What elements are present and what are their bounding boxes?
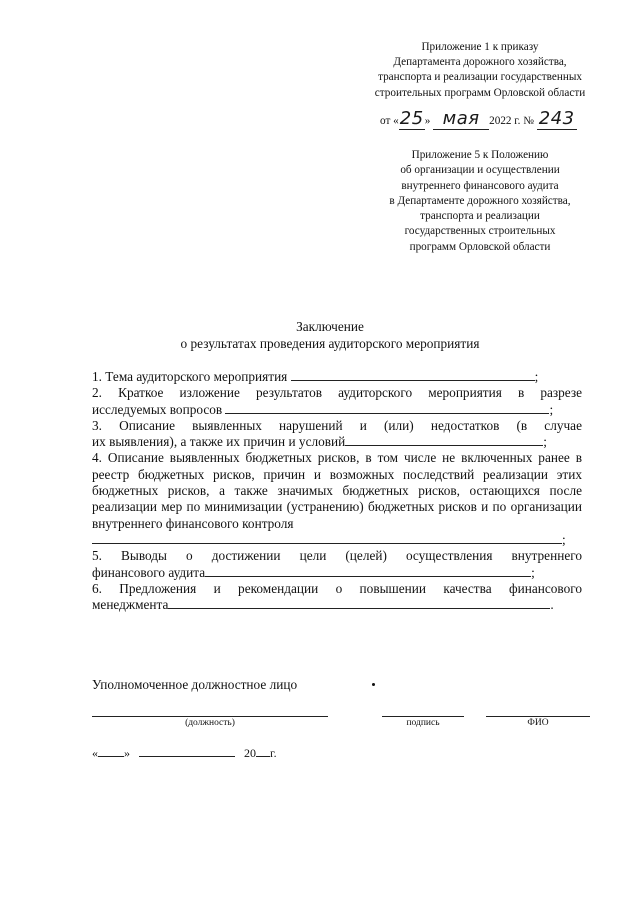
date-close-quote: » — [124, 746, 130, 760]
item-6-line-1: 6. Предложения и рекомендации о повышении качества финансового — [92, 580, 582, 596]
official-label: Уполномоченное должностное лицо — [92, 677, 298, 692]
item-6-end: . — [550, 597, 554, 613]
header-line: транспорта и реализации — [420, 210, 540, 223]
date-line — [92, 746, 277, 761]
conclusion-items — [92, 369, 582, 613]
header-line: внутреннего финансового аудита — [401, 179, 559, 192]
document-title — [90, 318, 570, 352]
title-line-2: о результатах проведения аудиторского мероприятия — [180, 336, 480, 351]
order-appendix-header — [360, 40, 600, 101]
item-2-line-2 — [92, 402, 582, 418]
item-3-end: ; — [543, 434, 547, 450]
date-close: » — [424, 115, 431, 127]
header-line: Приложение 5 к Положению — [411, 149, 549, 161]
date-open-quote: « — [92, 746, 98, 760]
item-2-line-1: 2. Краткое изложение результатов аудиторского мероприятия в разрезе — [92, 385, 582, 401]
month-blank-field[interactable] — [139, 746, 235, 757]
item-5-text: финансового аудита — [92, 564, 206, 580]
item-6-text: менеджмента — [92, 597, 169, 613]
header-line: строительных программ Орловской области — [374, 86, 586, 99]
year-suffix: г. — [270, 746, 277, 760]
ink-dot — [372, 683, 375, 686]
item-1-end: ; — [534, 369, 539, 384]
item-1-blank-field[interactable] — [291, 369, 535, 381]
item-2-blank-field[interactable] — [225, 402, 549, 414]
handwritten-month: мая — [433, 108, 489, 130]
item-4-blank-row — [92, 532, 582, 548]
header-line: программ Орловской области — [409, 240, 551, 253]
item-5-blank-field[interactable] — [205, 565, 531, 577]
full-name-caption: ФИО — [527, 718, 549, 728]
item-6-line-2 — [92, 597, 582, 613]
year-and-number-label: 2022 г. № — [489, 115, 534, 127]
item-3-line-2 — [92, 434, 582, 450]
item-4-blank-field[interactable] — [92, 532, 562, 544]
title-line-1: Заключение — [296, 319, 364, 334]
signature-line[interactable] — [382, 716, 464, 717]
date-prefix: от « — [380, 115, 399, 127]
handwritten-day: 25 — [399, 108, 424, 129]
header-line: государственных строительных — [404, 225, 556, 238]
item-2-text: исследуемых вопросов — [92, 401, 223, 417]
year-prefix: 20 — [244, 746, 256, 760]
item-5-line-2 — [92, 565, 582, 581]
item-4-end: ; — [562, 531, 566, 547]
header-line: Департамента дорожного хозяйства, — [393, 56, 567, 69]
day-blank-field[interactable] — [98, 746, 124, 757]
item-2-end: ; — [549, 401, 554, 417]
item-3-line-1: 3. Описание выявленных нарушений и (или) недостатков (в случае — [92, 417, 582, 433]
item-1-text: 1. Тема аудиторского мероприятия — [92, 369, 288, 384]
position-line[interactable] — [92, 716, 328, 717]
handwritten-number: 243 — [537, 108, 577, 130]
regulation-appendix-header — [360, 148, 600, 255]
header-line: транспорта и реализации государственных — [378, 71, 582, 84]
item-5-end: ; — [531, 564, 535, 580]
item-1 — [92, 369, 582, 385]
full-name-line[interactable] — [486, 716, 590, 717]
header-line: об организации и осуществлении — [400, 164, 560, 177]
header-line: Приложение 1 к приказу — [421, 41, 539, 53]
position-caption: (должность) — [185, 718, 235, 728]
order-date-number-line — [380, 108, 610, 128]
item-5-line-1: 5. Выводы о достижении цели (целей) осуществления внутреннего — [92, 548, 582, 564]
item-3-text: их выявления), а также их причин и условий — [92, 434, 346, 450]
item-4: 4. Описание выявленных бюджетных рисков, в том числе не включенных ранее в реестр бюджетных рисков, причин и возможных последствий реализации этих бюджетных рисков, а также значимых бюджетных рисков, остающихся после реализации мер по минимизации (устранению) бюджетных рисков и по организации внутреннего финансового контроля — [92, 450, 582, 531]
header-line: в Департаменте дорожного хозяйства, — [389, 194, 571, 207]
item-3-blank-field[interactable] — [345, 434, 543, 446]
item-6-blank-field[interactable] — [168, 597, 550, 609]
year-blank-field[interactable] — [256, 746, 270, 757]
signature-caption: подпись — [406, 718, 440, 728]
